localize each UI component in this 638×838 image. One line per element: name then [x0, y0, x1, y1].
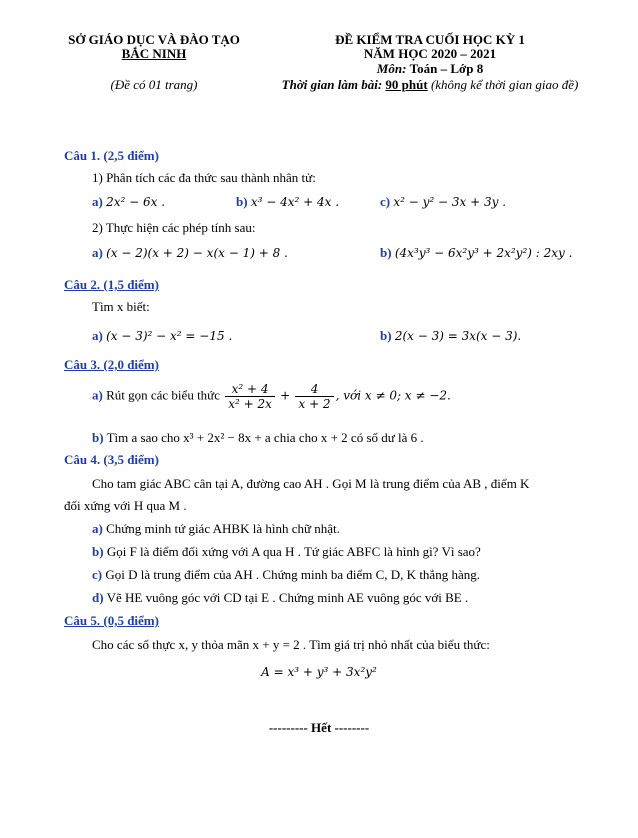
q1-title: Câu 1. (2,5 điểm): [64, 148, 159, 163]
q4-d-text: Vẽ HE vuông góc với CD tại E . Chứng minh AE vuông góc với BE .: [106, 590, 469, 605]
q4-intro-line1: Cho tam giác ABC cân tại A, đường cao AH . Gọi M là trung điểm của AB , điểm K: [92, 476, 530, 491]
q2-title: Câu 2. (1,5 điểm): [64, 277, 159, 292]
q4-c: [92, 567, 480, 583]
subject-value: Toán – Lớp 8: [409, 61, 484, 76]
q3-frac1-den: x² + 2x: [228, 397, 272, 411]
q4-d-label: d): [92, 590, 104, 605]
exam-title: ĐỀ KIỂM TRA CUỐI HỌC KỲ 1: [335, 32, 525, 47]
q2-b-expr: 2(x − 3) = 3x(x − 3).: [394, 329, 522, 343]
q3-b: [92, 430, 424, 446]
q1-b2: [380, 245, 572, 261]
q3-a-text: Rút gọn các biểu thức: [106, 387, 220, 403]
q1-a2-label: a): [92, 245, 103, 260]
q1-part1-text: 1) Phân tích các đa thức sau thành nhân tử:: [92, 170, 316, 185]
q2-a: [92, 328, 232, 344]
q1-b2-label: b): [380, 245, 392, 260]
dept-name: SỞ GIÁO DỤC VÀ ĐÀO TẠO: [68, 32, 240, 47]
time-value: 90 phút: [385, 77, 428, 92]
q1-b-expr: x³ − 4x² + 4x .: [250, 195, 340, 209]
q5-intro: Cho các số thực x, y thỏa mãn x + y = 2 . Tìm giá trị nhỏ nhất của biểu thức:: [92, 637, 490, 652]
q4-a: [92, 521, 340, 537]
q3-a: [92, 382, 451, 411]
q2-a-expr: (x − 3)² − x² = −15 .: [106, 329, 233, 343]
q3-frac2-den: x + 2: [298, 397, 331, 411]
q3-title: Câu 3. (2,0 điểm): [64, 357, 159, 372]
q4-c-label: c): [92, 567, 103, 582]
q4-title: Câu 4. (3,5 điểm): [64, 452, 159, 467]
q3-b-text: Tìm a sao cho x³ + 2x² − 8x + a chia cho x + 2 có số dư là 6 .: [106, 430, 424, 445]
q5-title: Câu 5. (0,5 điểm): [64, 613, 159, 628]
q2-a-label: a): [92, 328, 103, 343]
q2-b: [380, 328, 521, 344]
province-name: BẮC NINH: [121, 46, 187, 61]
q3-a-label: a): [92, 387, 103, 403]
q1-c-expr: x² − y² − 3x + 3y .: [393, 195, 507, 209]
q4-a-text: Chứng minh tứ giác AHBK là hình chữ nhật.: [106, 521, 340, 536]
q1-a2: [92, 245, 288, 261]
q3-plus: +: [280, 388, 291, 403]
q1-a2-expr: (x − 2)(x + 2) − x(x − 1) + 8 .: [106, 246, 288, 260]
time-line: [270, 77, 590, 93]
q1-a-label: a): [92, 194, 103, 209]
q4-b-text: Gọi F là điểm đối xứng với A qua H . Tứ giác ABFC là hình gì? Vì sao?: [106, 544, 481, 559]
q3-b-label: b): [92, 430, 104, 445]
q4-b-label: b): [92, 544, 104, 559]
q3-a-condition: , với x ≠ 0; x ≠ −2.: [335, 388, 451, 403]
q1-c-label: c): [380, 194, 391, 209]
page-count-note: (Đề có 01 trang): [110, 77, 198, 92]
q1-b2-expr: (4x³y³ − 6x²y³ + 2x²y²) : 2xy .: [394, 246, 573, 260]
q1-part2-text: 2) Thực hiện các phép tính sau:: [92, 220, 256, 235]
q1-a-expr: 2x² − 6x .: [106, 195, 166, 209]
end-marker: --------- Hết --------: [268, 720, 370, 735]
q1-b: [236, 194, 339, 210]
subject-line: [280, 61, 580, 77]
q2-intro: Tìm x biết:: [92, 299, 150, 314]
q1-c: [380, 194, 506, 210]
subject-label: Môn:: [376, 61, 407, 76]
q4-c-text: Gọi D là trung điểm của AH . Chứng minh ba điểm C, D, K thẳng hàng.: [105, 567, 480, 582]
q1-a: [92, 194, 165, 210]
q4-b: [92, 544, 481, 560]
q4-a-label: a): [92, 521, 103, 536]
q1-b-label: b): [236, 194, 248, 209]
q4-d: [92, 590, 468, 606]
q3-fraction-2: [295, 382, 333, 411]
q3-frac2-num: 4: [295, 382, 333, 397]
q3-frac1-num: x² + 4: [225, 382, 275, 397]
time-label: Thời gian làm bài:: [281, 77, 383, 92]
q3-fraction-1: [225, 382, 275, 411]
school-year: NĂM HỌC 2020 – 2021: [363, 46, 497, 61]
q4-intro-line2: đối xứng với H qua M .: [64, 498, 187, 513]
q2-b-label: b): [380, 328, 392, 343]
q5-expression: A = x³ + y³ + 3x²y²: [261, 665, 377, 679]
time-note: (không kể thời gian giao đề): [430, 77, 579, 92]
